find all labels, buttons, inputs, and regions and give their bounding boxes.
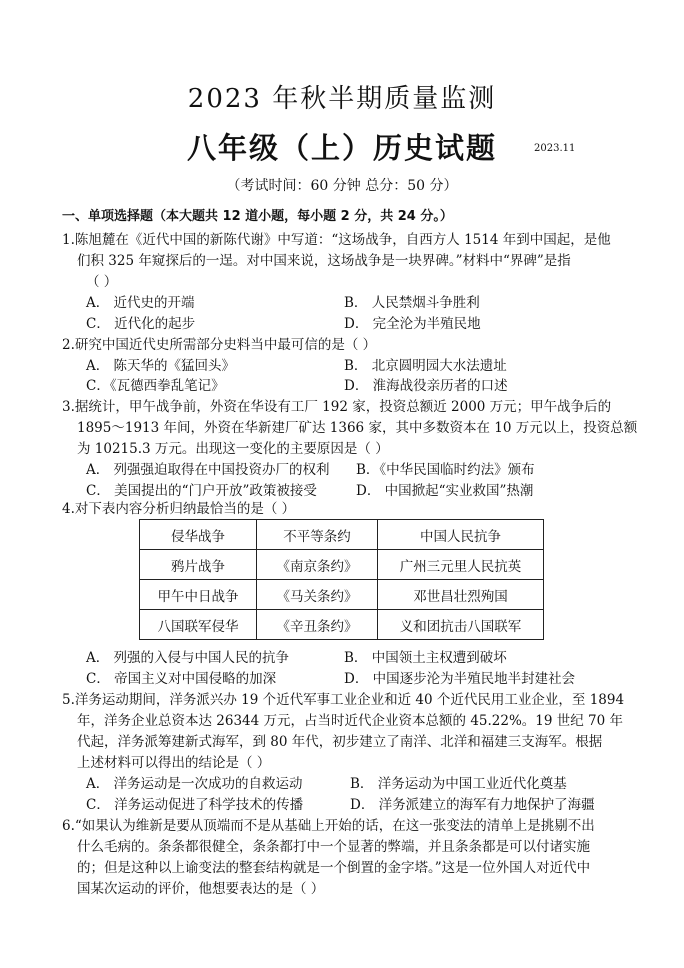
q2-option-c: C．《瓦德西拳乱笔记》 [86,378,225,394]
table-cell: 《南京条约》 [257,550,378,580]
table-cell: 《马关条约》 [257,580,378,610]
q6-line: 国某次运动的评价，他想要表达的是（ ） [77,881,325,897]
table-header-cell: 不平等条约 [257,520,378,550]
table-cell: 广州三元里人民抗英 [378,550,544,580]
table-row [140,550,544,580]
exam-date: 2023.11 [534,143,576,154]
q1-line: （ ） [86,274,118,290]
table-cell: 八国联军侵华 [140,610,257,640]
q1-option-a: A． 近代史的开端 [86,295,195,311]
table-row [140,610,544,640]
q2-line: 2.研究中国近代史所需部分史料当中最可信的是（ ） [62,337,377,353]
q1-option-b: B． 人民禁烟斗争胜利 [344,295,480,311]
q1-line: 们积 325 年窥探后的一逞。对中国来说，这场战争是一块界碑。”材料中“界碑”是指 [77,253,571,269]
q6-line: 的；但是这种以上谕变法的整套结构就是一个倒置的金字塔。”这是一位外国人对近代中 [77,860,591,876]
q4-table [139,519,544,640]
table-row [140,520,544,550]
q4-line: 4.对下表内容分析归纳最恰当的是（ ） [62,501,296,517]
q2-option-b: B． 北京圆明园大水法遗址 [344,358,507,374]
exam-title: 2023 年秋半期质量监测 [187,84,497,114]
table-row [140,580,544,610]
q5-option-b: B． 洋务运动为中国工业近代化奠基 [350,776,567,792]
q5-line: 上述材料可以得出的结论是（ ） [77,755,271,771]
q1-option-c: C． 近代化的起步 [86,316,196,332]
table-cell: 鸦片战争 [140,550,257,580]
q4-option-d: D． 中国逐步沦为半殖民地半封建社会 [344,671,576,687]
q3-option-d: D． 中国掀起“实业救国”热潮 [356,483,534,499]
table-cell: 《辛丑条约》 [257,610,378,640]
q5-line: 年，洋务企业总资本达 26344 万元，占当时近代企业资本总额的 45.22%。19 世纪 70 年 [77,713,624,729]
q3-option-c: C． 美国提出的“门户开放”政策被接受 [86,483,317,499]
table-cell: 甲午中日战争 [140,580,257,610]
q3-line: 为 10215.3 万元。出现这一变化的主要原因是（ ） [77,441,389,457]
table-cell: 邓世昌壮烈殉国 [378,580,544,610]
q2-option-a: A． 陈天华的《猛回头》 [86,358,236,374]
table-header-cell: 侵华战争 [140,520,257,550]
q3-line: 1895～1913 年间，外资在华新建厂矿达 1366 家，其中多数资本在 10 万元以上，投资总额 [77,420,638,436]
q4-option-c: C． 帝国主义对中国侵略的加深 [86,671,277,687]
q6-line: 6.“如果认为维新是要从顶端而不是从基础上开始的话，在这一张变法的清单上是挑剔不出 [62,818,595,834]
q5-line: 代起，洋务派筹建新式海军，到 80 年代，初步建立了南洋、北洋和福建三支海军。根据 [77,734,603,750]
q3-option-b: B．《中华民国临时约法》颁布 [356,462,535,478]
q5-line: 5.洋务运动期间，洋务派兴办 19 个近代军事工业企业和近 40 个近代民用工业企业，至 1894 [62,692,625,708]
q5-option-a: A． 洋务运动是一次成功的自救运动 [86,776,303,792]
exam-subtitle: 八年级（上）历史试题 [186,131,497,165]
q4-option-b: B． 中国领土主权遭到破坏 [344,650,507,666]
q5-option-c: C． 洋务运动促进了科学技术的传播 [86,797,304,813]
section-heading: 一、单项选择题（本大题共 12 道小题，每小题 2 分，共 24 分。） [62,209,453,224]
q6-line: 什么毛病的。条条都很健全，条条都打中一个显著的弊端，并且条条都是可以付诸实施 [77,839,590,855]
q3-line: 3.据统计，甲午战争前，外资在华设有工厂 192 家，投资总额近 2000 万元；甲午战争后的 [62,399,612,415]
q5-option-d: D． 洋务派建立的海军有力地保护了海疆 [350,797,595,813]
q4-option-a: A． 列强的入侵与中国人民的抗争 [86,650,290,666]
q1-line: 1.陈旭麓在《近代中国的新陈代谢》中写道：“这场战争，自西方人 1514 年到中国起，是他 [62,232,611,248]
q3-option-a: A． 列强强迫取得在中国投资办厂的权利 [86,462,330,478]
table-header-cell: 中国人民抗争 [378,520,544,550]
exam-meta: （考试时间：60 分钟 总分：50 分） [226,178,458,194]
q1-option-d: D． 完全沦为半殖民地 [344,316,481,332]
q2-option-d: D． 淮海战役亲历者的口述 [344,378,508,394]
table-cell: 义和团抗击八国联军 [378,610,544,640]
